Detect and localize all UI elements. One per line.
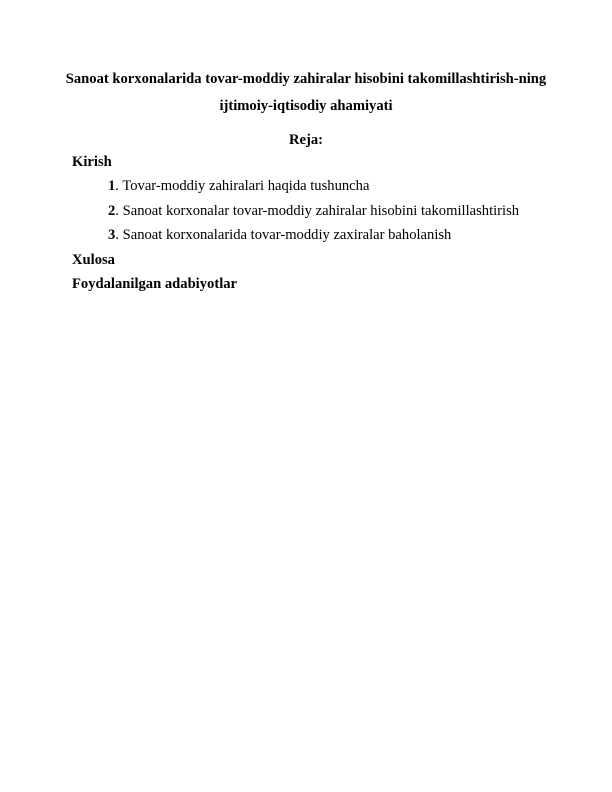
references-heading: Foydalanilgan adabiyotlar — [72, 276, 238, 292]
plan-item-text: . Tovar-moddiy zahiralari haqida tushuncha — [115, 178, 370, 194]
plan-heading: Reja: — [288, 132, 324, 148]
plan-item-1 — [108, 177, 369, 195]
document-title-line-2: ijtimoiy-iqtisodiy ahamiyati — [219, 98, 393, 114]
plan-item-text: . Sanoat korxonalar tovar-moddiy zahiralar hisobini takomillashtirish — [115, 203, 520, 219]
plan-item-2 — [108, 202, 519, 220]
conclusion-heading: Xulosa — [72, 252, 115, 268]
plan-item-number: 3 — [108, 227, 116, 243]
plan-item-number: 2 — [108, 203, 116, 219]
intro-heading: Kirish — [72, 154, 112, 170]
plan-item-text: . Sanoat korxonalarida tovar-moddiy zaxiralar baholanish — [115, 227, 452, 243]
document-title-line-1: Sanoat korxonalarida tovar-moddiy zahiralar hisobini takomillashtirish-ning — [65, 71, 547, 87]
plan-item-3 — [108, 226, 451, 244]
plan-item-number: 1 — [108, 178, 116, 194]
